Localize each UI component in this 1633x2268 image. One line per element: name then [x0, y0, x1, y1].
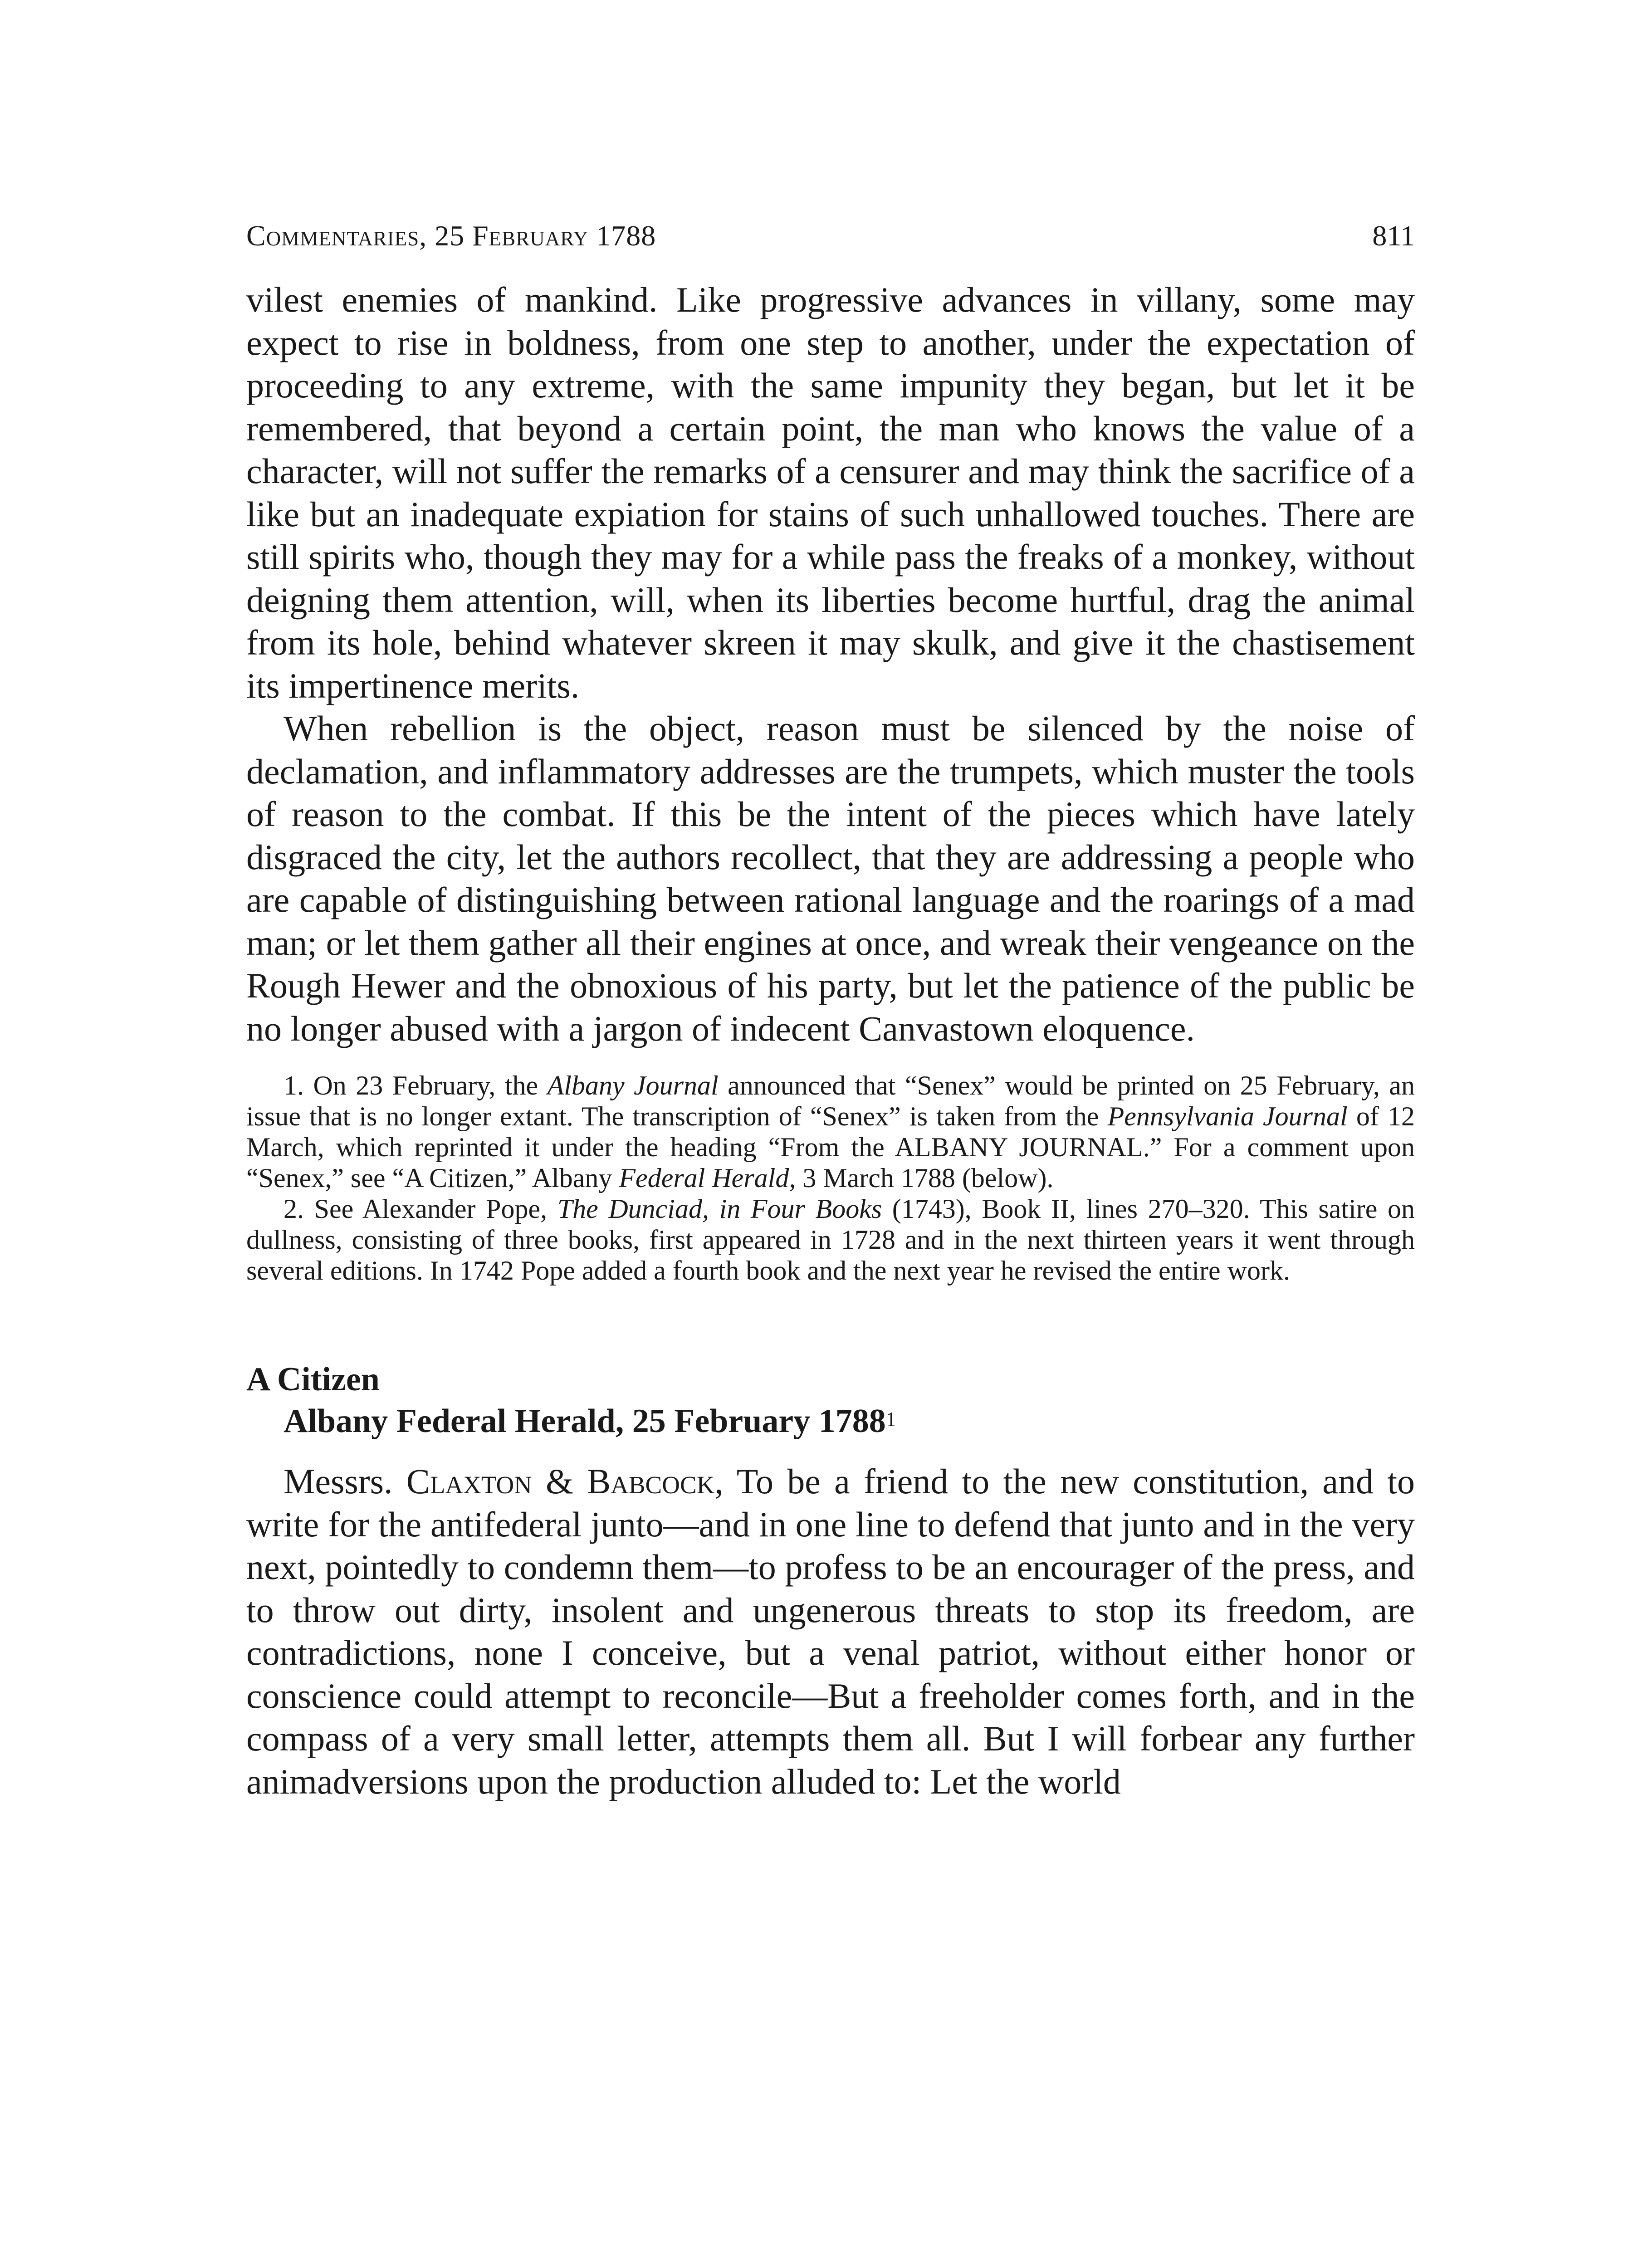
section-heading — [246, 1359, 1415, 1442]
citizen-paragraph — [246, 1460, 1415, 1803]
page-number: 811 — [1372, 220, 1415, 252]
document-page — [246, 218, 1415, 1803]
body-paragraph-2: When rebellion is the object, reason must be silenced by the noise of declamation, and inflammatory addresses are the trumpets, which muster the tools of reason to the combat. If this be the intent of the pieces which have lately disgraced the city, let the authors recollect, that they are addressing a people who are capable of distinguishing between rational language and the roarings of a mad man; or let them gather all their engines at once, and wreak their vengeance on the Rough Hewer and the obnoxious of his party, but let the patience of the public be no longer abused with a jargon of indecent Canvastown eloquence. — [246, 709, 1415, 1048]
citizen-text — [246, 1460, 1415, 1803]
footnote-1-title-albany-journal: Albany Journal — [547, 1070, 719, 1100]
section-subtitle — [246, 1400, 1415, 1442]
senex-text — [246, 279, 1415, 1050]
footnote-1-text-e: of 12 March, which reprinted it under the heading “From the ALBANY JOURNAL.” For a comment upon “Senex,” see “A Citizen,” Albany — [246, 1101, 1415, 1193]
citizen-body: , To be a friend to the new constitution, and to write for the antifederal junto—and in one line to defend that junto and in the very next, pointedly to condemn them—to profess to be an encourager of the press, and to throw out dirty, insolent and ungenerous threats to stop its freedom, are contradictions, none I conceive, but a venal patriot, without either honor or conscience could attempt to reconcile—But a freeholder comes forth, and in the compass of a very small letter, attempts them all. But I will forbear any further animadversions upon the production alluded to: Let the world — [246, 1461, 1415, 1801]
addressee-names: Claxton & Babcock — [406, 1461, 715, 1501]
footnotes — [246, 1070, 1415, 1286]
footnote-reference: 1 — [885, 1408, 896, 1431]
footnote-1-text-g: 3 March 1788 (below). — [796, 1163, 1054, 1193]
footnote-1 — [246, 1070, 1415, 1193]
footnote-1-title-pennsylvania-journal: Pennsylvania Journal — [1107, 1101, 1348, 1131]
footnote-2 — [246, 1193, 1415, 1286]
body-paragraph-1: vilest enemies of mankind. Like progressive advances in villany, some may expect to rise in boldness, from one step to another, under the expectation of proceeding to any extreme, with the same impunity they began, but let it be remembered, that beyond a certain point, the man who knows the value of a character, will not suffer the remarks of a censurer and may think the sacrifice of a like but an inadequate expiation for stains of such unhallowed touches. There are still spirits who, though they may for a while pass the freaks of a monkey, without deigning them attention, will, when its liberties become hurtful, drag the animal from its hole, behind whatever skreen it may skulk, and give it the chastisement its impertinence merits. — [246, 280, 1415, 705]
running-head-title: Commentaries, 25 February 1788 — [246, 220, 656, 252]
running-head — [246, 218, 1415, 254]
section-title: A Citizen — [246, 1361, 380, 1398]
salutation: Messrs. — [284, 1461, 406, 1501]
section-subtitle-text: Albany Federal Herald, 25 February 1788 — [284, 1403, 886, 1440]
footnote-2-title-dunciad: The Dunciad, in Four Books — [557, 1194, 882, 1224]
footnote-1-text-a: 1. On 23 February, the — [284, 1070, 548, 1100]
footnote-2-text-a: 2. See Alexander Pope, — [284, 1194, 557, 1224]
footnote-1-text-c: announced that “Senex” would be printed on 25 February, an issue that is no longer extant. The transcription of “Senex” is taken from the — [246, 1070, 1415, 1131]
footnote-1-title-federal-herald: Federal Herald, — [619, 1163, 796, 1193]
footnote-2-text-c: (1743), Book II, lines 270–320. This satire on dullness, consisting of three books, first appeared in 1728 and in the next thirteen years it went through several editions. In 1742 Pope added a fourth book and the next year he revised the entire work. — [246, 1194, 1415, 1286]
